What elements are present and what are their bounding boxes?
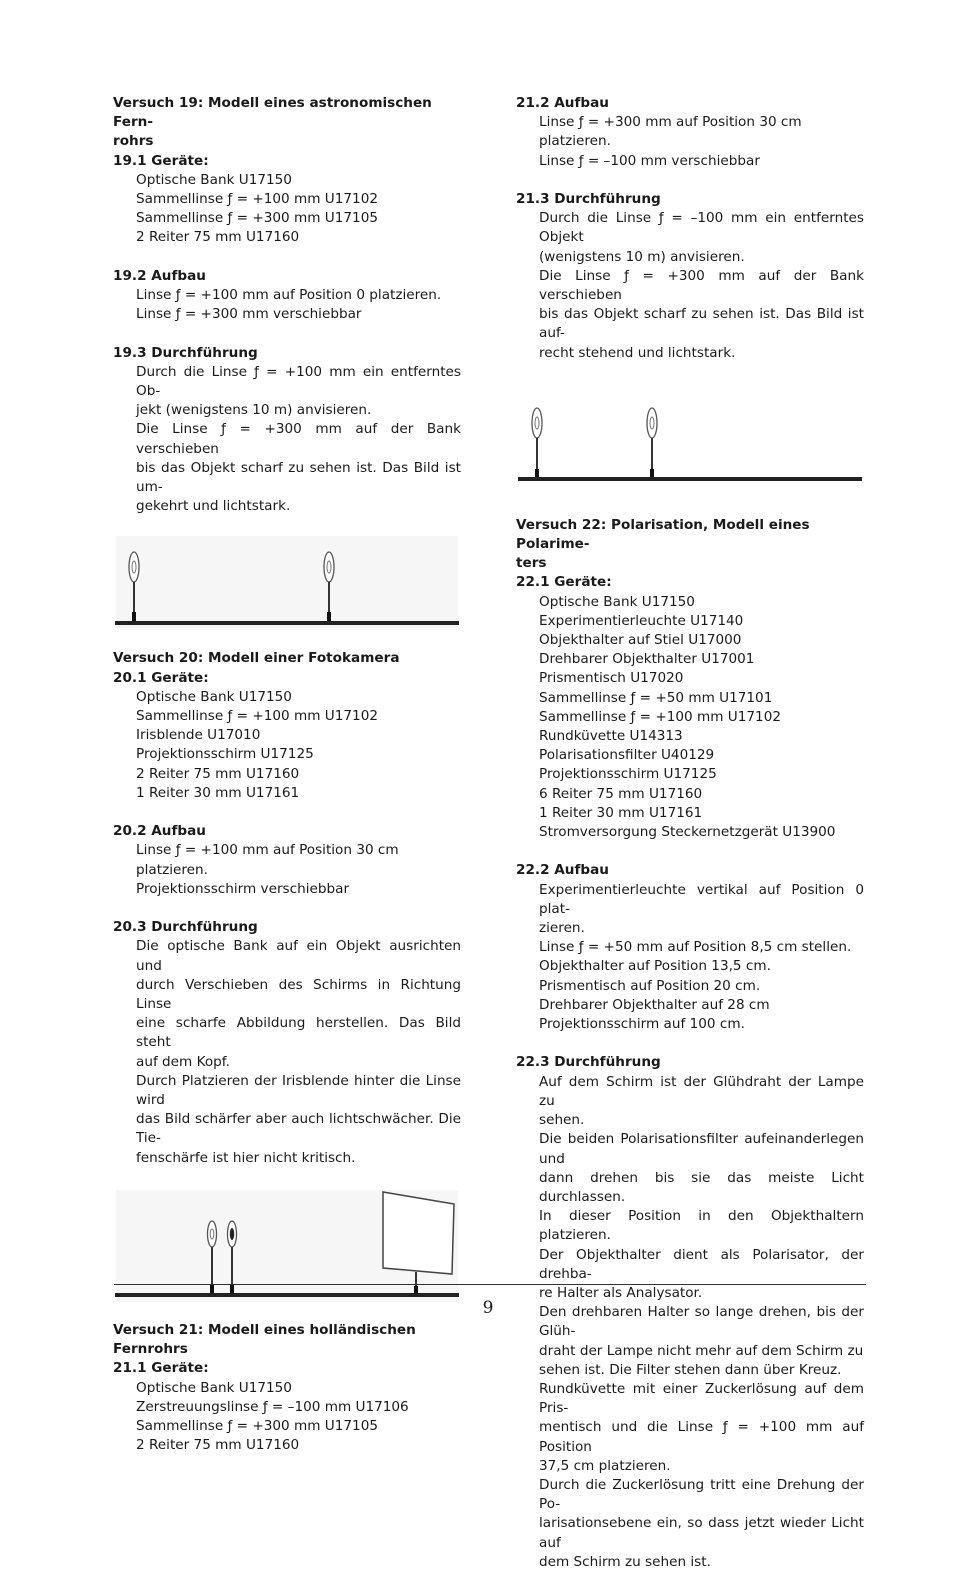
list-item: Stromversorgung Steckernetzgerät U13900 [539, 824, 836, 841]
v22-title: Versuch 22: Polarisation, Modell eines Polarime- ters [516, 516, 810, 572]
v21-aufbau-text: Linse ƒ = +300 mm auf Position 30 cm platzieren. Linse ƒ = –100 mm verschiebbar [539, 114, 802, 169]
list-item: Projektionsschirm U17125 [136, 746, 314, 763]
optical-bench [115, 621, 459, 625]
list-item: Optische Bank U17150 [136, 171, 292, 188]
v19-geraete-heading: 19.1 Geräte: [113, 152, 209, 169]
page-number: 9 [482, 1298, 494, 1318]
left-column [113, 94, 461, 1455]
v19-durch-heading: 19.3 Durchführung [113, 344, 258, 361]
v22-aufbau-text: Experimentierleuchte vertikal auf Position 0 plat- zieren. Linse ƒ = +50 mm auf Position 8,5 cm stellen. Objekthalter auf Position 13,5 cm. Prismentisch auf Position 20 cm. Drehbarer Objekthalter auf 28 cm Projektionsschirm auf 100 cm. [539, 881, 864, 1033]
list-item: 6 Reiter 75 mm U17160 [539, 785, 703, 802]
list-item: 2 Reiter 75 mm U17160 [136, 765, 300, 782]
v19-title: Versuch 19: Modell eines astronomischen Fern- rohrs [113, 95, 432, 150]
v19-figure [113, 516, 461, 649]
v21-geraete-list [113, 1379, 461, 1456]
list-item: Polarisationsfilter U40129 [539, 747, 715, 764]
v21-figure [516, 363, 864, 516]
v19-durch-text: Durch die Linse ƒ = +100 mm ein entferntes Ob- jekt (wenigstens 10 m) anvisieren. Die Linse ƒ = +300 mm auf der Bank verschieben bis das Objekt scharf zu sehen ist. Das Bild ist um- gekehrt und lichtstark. [136, 363, 461, 515]
list-item: Optische Bank U17150 [539, 593, 695, 610]
list-item: 2 Reiter 75 mm U17160 [136, 229, 300, 246]
list-item: Sammellinse ƒ = +100 mm U17102 [136, 191, 378, 208]
list-item: Sammellinse ƒ = +100 mm U17102 [136, 708, 378, 725]
v20-title: Versuch 20: Modell einer Fotokamera [113, 650, 400, 667]
v21-aufbau-heading: 21.2 Aufbau [516, 95, 609, 111]
v21-title: Versuch 21: Modell eines holländischen Fernrohrs [113, 1321, 416, 1358]
v21-durch-text: Durch die Linse ƒ = –100 mm ein entferntes Objekt (wenigstens 10 m) anvisieren. Die Linse ƒ = +300 mm auf der Bank verschieben bis das Objekt scharf zu sehen ist. Das Bild ist auf- recht stehend und lichtstark. [539, 210, 864, 361]
v19-aufbau-text: Linse ƒ = +100 mm auf Position 0 platzieren. Linse ƒ = +300 mm verschiebbar [136, 287, 442, 323]
list-item: Sammellinse ƒ = +100 mm U17102 [539, 708, 781, 725]
v22-geraete-heading: 22.1 Geräte: [516, 574, 612, 591]
v19-geraete-list [113, 171, 461, 248]
list-item: Sammellinse ƒ = +300 mm U17105 [136, 210, 378, 227]
list-item: 1 Reiter 30 mm U17161 [136, 784, 300, 801]
lens-icon [647, 408, 657, 479]
v22-durch-text: Auf dem Schirm ist der Glühdraht der Lampe zu sehen. Die beiden Polarisationsfilter aufeinanderlegen und dann drehen bis sie das meiste Licht durchlassen. In dieser Position in den Objekthaltern platzieren. Der Objekthalter dient als Polarisator, der drehba- re Halter als Analysator. Den drehbaren Halter so lange drehen, bis der Glüh- draht der Lampe nicht mehr auf dem Schirm zu sehen ist. Die Filter stehen dann über Kreuz. Rundküvette mit einer Zuckerlösung auf dem Pris- mentisch und die Linse ƒ = +100 mm auf Position 37,5 cm platzieren. Durch die Zuckerlösung tritt eine Drehung der Po- larisationsebene ein, so dass jetzt wieder Licht auf dem Schirm zu sehen ist. [539, 1073, 864, 1570]
v22-geraete-list [516, 593, 864, 843]
list-item: Rundküvette U14313 [539, 728, 683, 745]
list-item: Sammellinse ƒ = +300 mm U17105 [136, 1417, 378, 1434]
list-item: Objekthalter auf Stiel U17000 [539, 632, 742, 649]
list-item: Drehbarer Objekthalter U17001 [539, 651, 755, 668]
v20-aufbau-text: Linse ƒ = +100 mm auf Position 30 cm platzieren. Projektionsschirm verschiebbar [136, 842, 399, 897]
v22-aufbau-heading: 22.2 Aufbau [516, 862, 609, 879]
v20-geraete-heading: 20.1 Geräte: [113, 669, 209, 686]
list-item: Optische Bank U17150 [136, 688, 292, 705]
list-item: Optische Bank U17150 [136, 1379, 292, 1396]
v20-aufbau-heading: 20.2 Aufbau [113, 823, 206, 840]
list-item: 1 Reiter 30 mm U17161 [539, 804, 703, 821]
list-item: Projektionsschirm U17125 [539, 766, 717, 783]
list-item: Zerstreuungslinse ƒ = –100 mm U17106 [136, 1398, 409, 1415]
list-item: Sammellinse ƒ = +50 mm U17101 [539, 689, 773, 706]
list-item: Experimentierleuchte U17140 [539, 612, 744, 629]
list-item: Irisblende U17010 [136, 727, 261, 744]
v21-durch-heading: 21.3 Durchführung [516, 191, 661, 207]
v19-aufbau-heading: 19.2 Aufbau [113, 267, 206, 284]
v20-durch-heading: 20.3 Durchführung [113, 919, 258, 936]
v20-durch-text: Die optische Bank auf ein Objekt ausrichten und durch Verschieben des Schirms in Richtung Linse eine scharfe Abbildung herstellen. Das Bild steht auf dem Kopf. Durch Platzieren der Irisblende hinter die Linse wird das Bild schärfer aber auch lichtschwächer. Die Tie- fenschärfe ist hier nicht kritisch. [136, 938, 461, 1166]
lens-icon [532, 408, 542, 479]
v22-durch-heading: 22.3 Durchführung [516, 1054, 661, 1071]
v21-geraete-heading: 21.1 Geräte: [113, 1360, 209, 1377]
optical-bench [115, 1293, 459, 1297]
list-item: Prismentisch U17020 [539, 670, 684, 687]
v20-geraete-list [113, 688, 461, 803]
footer-rule [114, 1284, 866, 1285]
right-column [516, 94, 864, 1572]
list-item: 2 Reiter 75 mm U17160 [136, 1437, 300, 1454]
optical-bench [518, 477, 862, 481]
